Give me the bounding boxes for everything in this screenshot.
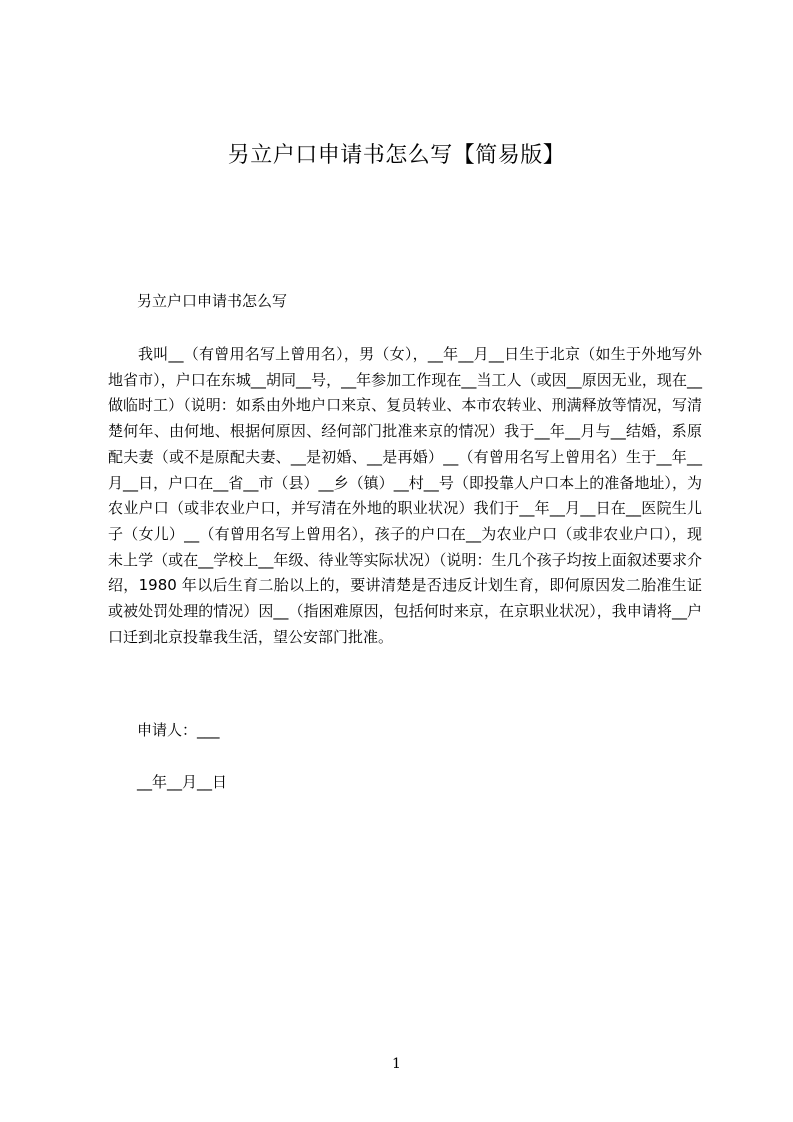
body-paragraph: 我叫__（有曾用名写上曾用名），男（女），__年__月__日生于北京（如生于外地写外地省市），户口在东城__胡同__号，__年参加工作现在__当工人（或因__原因无业，现在__做临时工）（说明：如系由外地户口来京、复员转业、本市农转业、刑满释放等情况，写清楚何年、由何地、根据何原因、经何部门批准来京的情况）我于__年__月与__结婚，系原配夫妻（或不是原配夫妻、__是初婚、__是再婚）__（有曾用名写上曾用名）生于__年__月__日，户口在__省__市（县）__乡（镇）__村__号（即投靠人户口本上的准备地址），为农业户口（或非农业户口，并写清在外地的职业状况）我们于__年__月__日在__医院生儿子（女儿）__（有曾用名写上曾用名），孩子的户口在__为农业户口（或非农业户口），现未上学（或在__学校上__年级、待业等实际状况）（说明：生几个孩子均按上面叙述要求介绍，1980 年以后生育二胎以上的，要讲清楚是否违反计划生育，即何原因发二胎准生证或被处罚处理的情况）因__（指困难原因，包括何时来京，在京职业状况），我申请将__户口迁到北京投靠我生活，望公安部门批准。: [108, 345, 702, 646]
page-number: 1: [392, 1056, 401, 1072]
document-subtitle: 另立户口申请书怎么写: [137, 292, 288, 310]
date-line: __年__月__日: [137, 773, 228, 791]
document-title: 另立户口申请书怎么写【简易版】: [227, 143, 566, 168]
applicant-line: 申请人：___: [137, 721, 220, 739]
